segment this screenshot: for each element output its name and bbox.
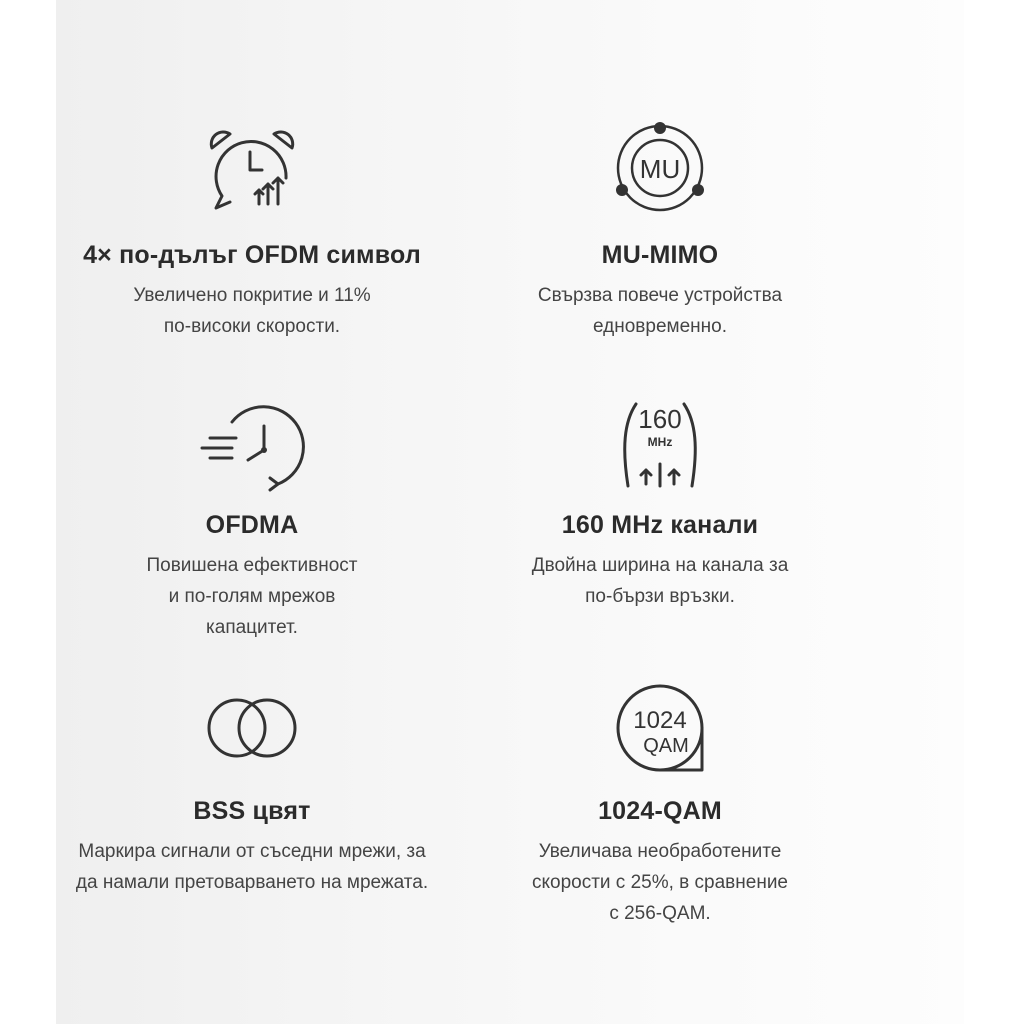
feature-title: BSS цвят (193, 797, 311, 825)
feature-title: MU-MIMO (601, 241, 719, 269)
qam-icon-label: QAM (643, 735, 689, 757)
feature-160-mhz (450, 398, 870, 612)
feature-mu-mimo (450, 120, 870, 342)
qam-1024-icon (600, 680, 720, 780)
bss-color-rings-icon (192, 680, 312, 780)
feature-description: Свързва повече устройства едновременно. (537, 285, 783, 337)
feature-description: Маркира сигнали от съседни мрежи, за да намали претоварването на мрежата. (75, 841, 429, 893)
feature-1024-qam (450, 680, 870, 929)
alarm-clock-icon (192, 120, 312, 220)
feature-title: 1024-QAM (598, 797, 722, 825)
channel-160-icon-label: 160 (638, 404, 682, 434)
channel-160-icon (600, 398, 720, 498)
feature-bss-color (42, 680, 462, 898)
feature-description: Увеличава необработените скорости с 25%, в сравнение с 256-QAM. (531, 841, 789, 924)
feature-ofdm-symbol (42, 120, 462, 342)
feature-title: 4× по-дълъг OFDM символ (83, 241, 421, 269)
mu-mimo-icon (600, 120, 720, 220)
feature-title: 160 MHz канали (561, 511, 759, 539)
feature-title: OFDMA (205, 511, 299, 539)
feature-ofdma (42, 398, 462, 643)
feature-description: Двойна ширина на канала за по-бързи връзки. (531, 555, 789, 607)
feature-description: Повишена ефективност и по-голям мрежов капацитет. (146, 555, 358, 638)
qam-icon-number: 1024 (633, 707, 687, 734)
fast-clock-icon (192, 398, 312, 498)
feature-description: Увеличено покритие и 11% по-високи скорости. (133, 285, 371, 337)
channel-160-icon-unit: MHz (647, 435, 673, 449)
mu-mimo-icon-label: MU (639, 154, 681, 184)
